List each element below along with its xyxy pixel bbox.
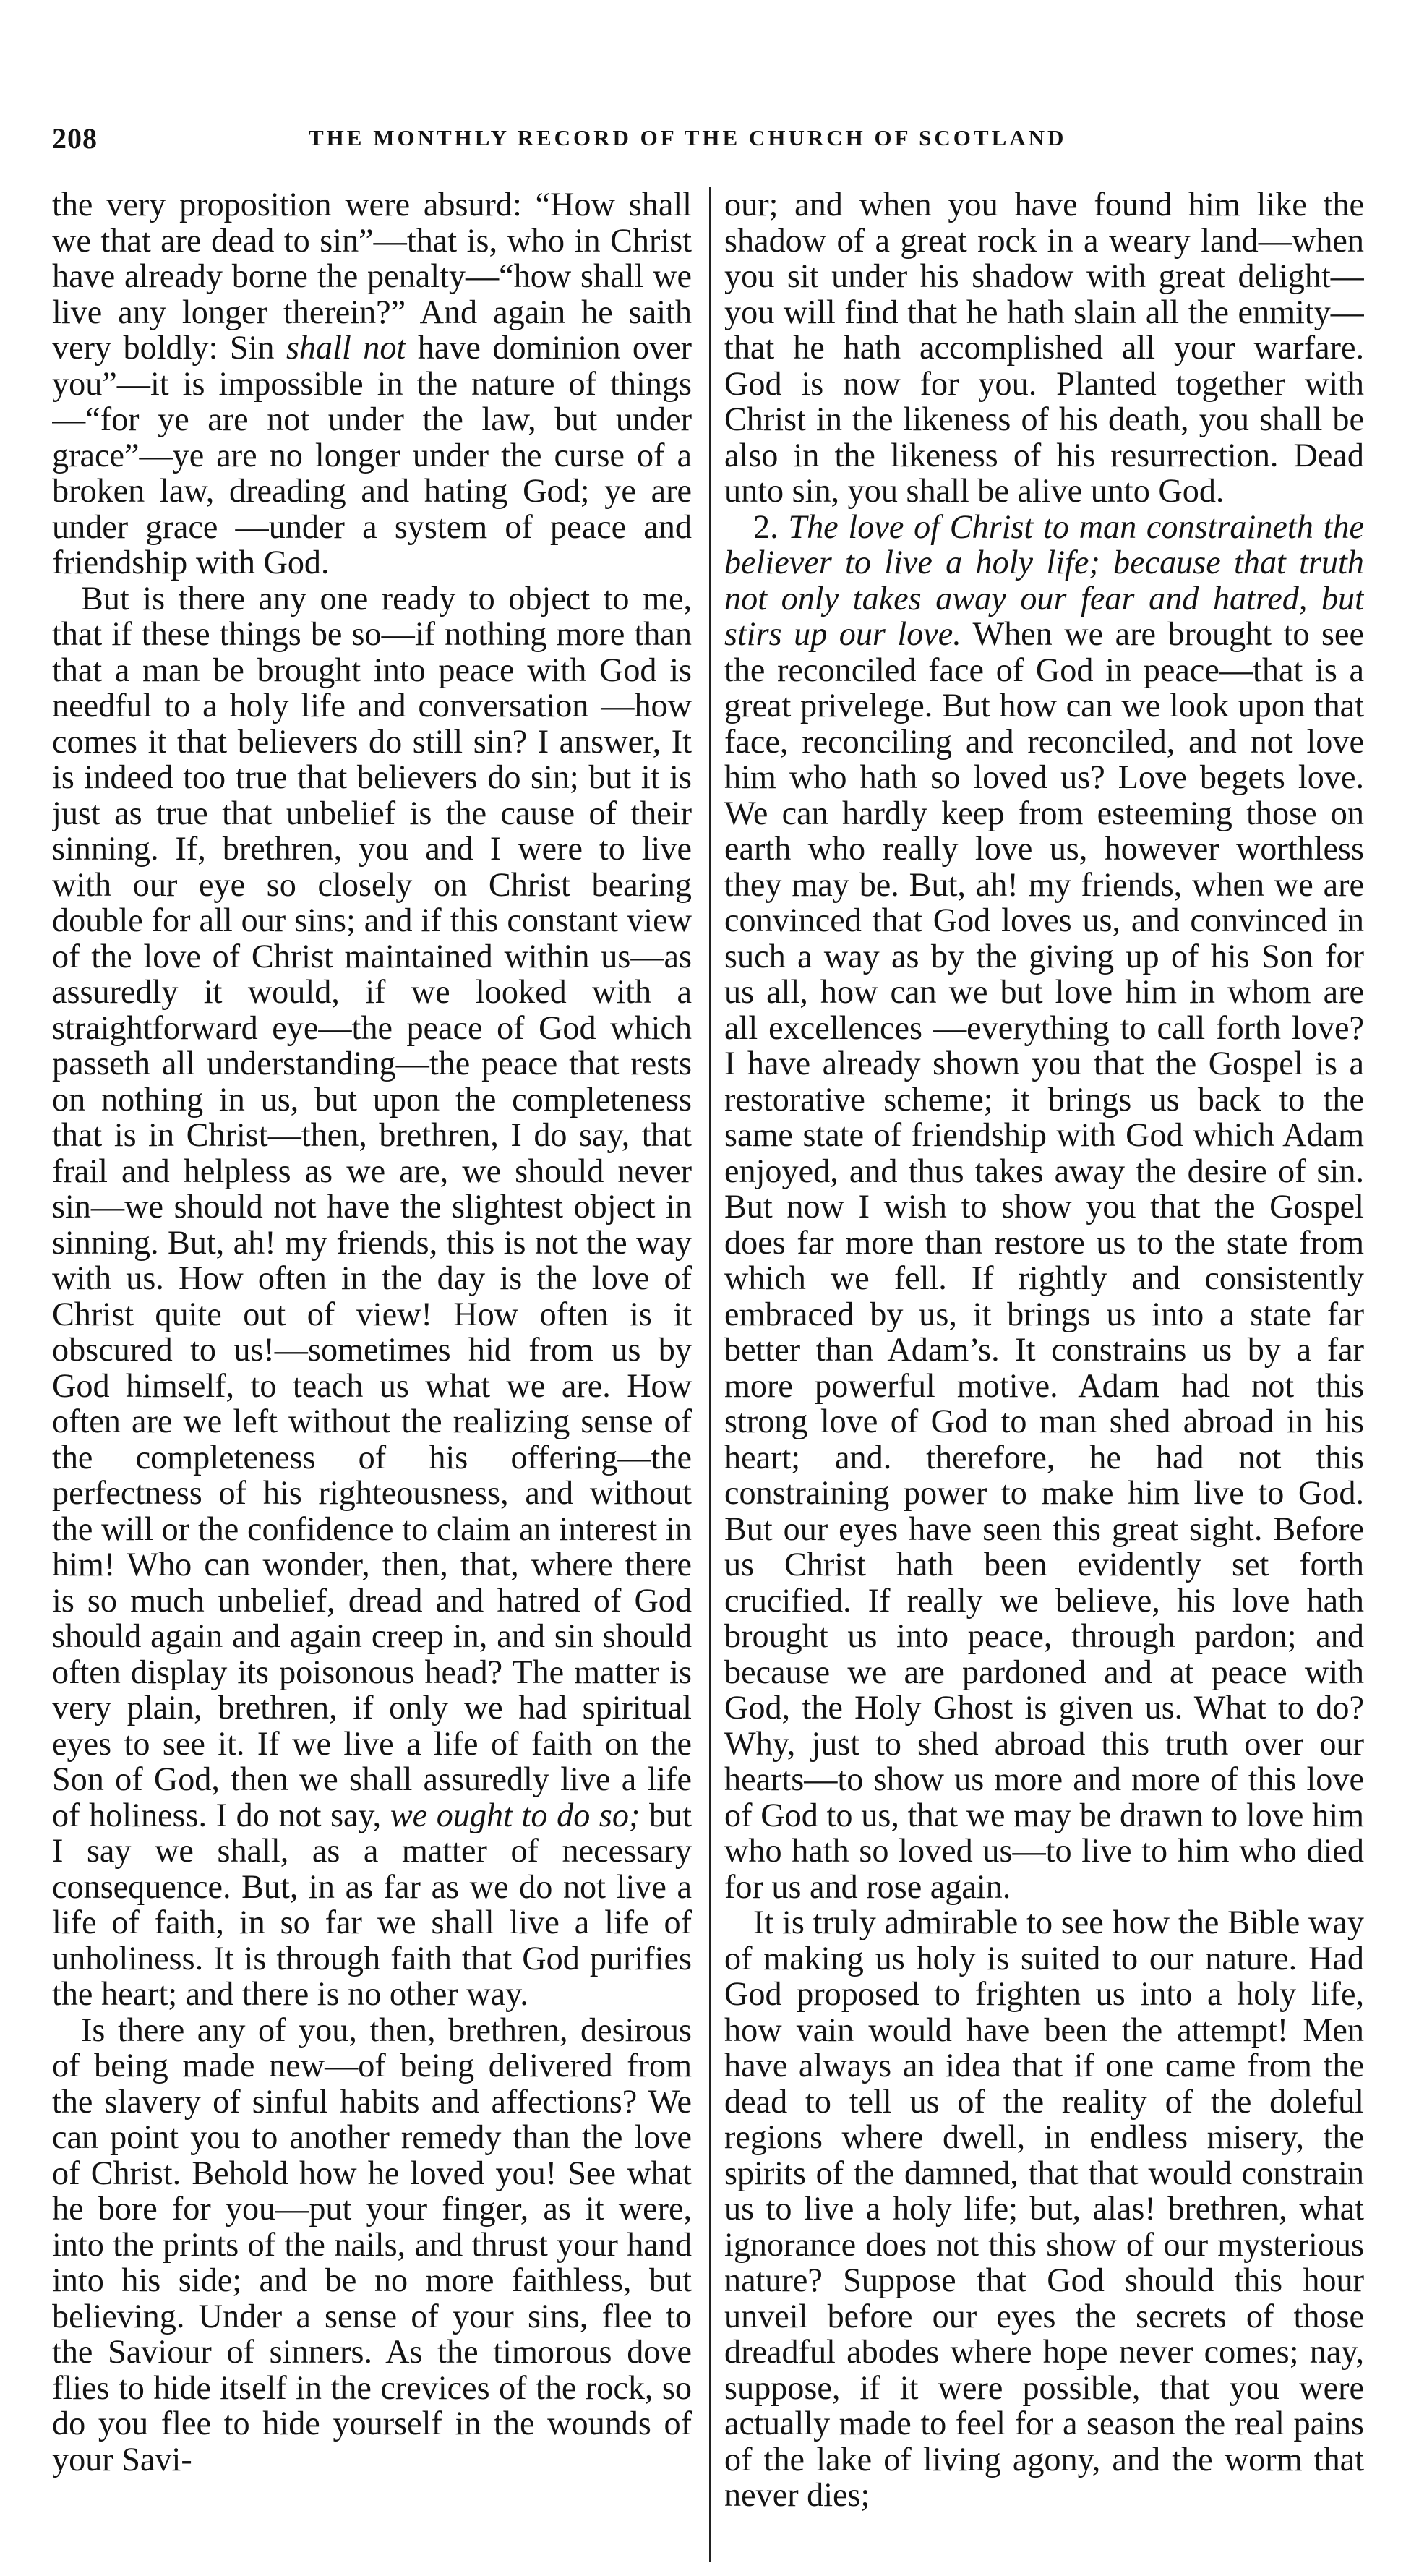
right-column: [724, 187, 1364, 2565]
paragraph: the very proposition were absurd: “How shall we that are dead to sin”—that is, who in Christ have already borne the penalty—“how shall we live any longer therein?” And again he saith very boldly: Sin shall not have dominion over you”—it is impossible in the nature of things—“for ye are not under the law, but under grace”—ye are no longer under the curse of a broken law, dreading and hating God; ye are under grace —under a system of peace and friendship with God.: [52, 187, 692, 581]
running-head: THE MONTHLY RECORD OF THE CHURCH OF SCOTLAND: [309, 125, 1067, 150]
paragraph: 2. The love of Christ to man constraineth the believer to live a holy life; because that truth not only takes away our fear and hatred, but stirs up our love. When we are brought to see the reconciled face of God in peace—that is a great privelege. But how can we look upon that face, reconciling and reconciled, and not love him who hath so loved us? Love begets love. We can hardly keep from esteeming those on earth who really love us, however worthless they may be. But, ah! my friends, when we are convinced that God loves us, and convinced in such a way as by the giving up of his Son for us all, how can we but love him in whom are all excellences —everything to call forth love? I have already shown you that the Gospel is a restorative scheme; it brings us back to the same state of friendship with God which Adam enjoyed, and thus takes away the desire of sin. But now I wish to show you that the Gospel does far more than restore us to the state from which we fell. If rightly and consistently embraced by us, it brings us into a state far better than Adam’s. It constrains us by a far more powerful motive. Adam had not this strong love of God to man shed abroad in his heart; and. therefore, he had not this constraining power to make him live to God. But our eyes have seen this great sight. Before us Christ hath been evidently set forth crucified. If really we believe, his love hath brought us into peace, through pardon; and because we are pardoned and at peace with God, the Holy Ghost is given us. What to do? Why, just to shed abroad this truth over our hearts—to show us more and more of this love of God to us, that we may be drawn to love him who hath so loved us—to live to him who died for us and rose again.: [724, 508, 1364, 1905]
page-header: [52, 121, 1411, 156]
paragraph: Is there any of you, then, brethren, desirous of being made new—of being delivered from the slavery of sinful habits and affections? We can point you to another remedy than the love of Christ. Behold how he loved you! See what he bore for you—put your finger, as it were, into the prints of the nails, and thrust your hand into his side; and be no more faithless, but believing. Under a sense of your sins, flee to the Saviour of sinners. As the timorous dove flies to hide itself in the crevices of the rock, so do you flee to hide yourself in the wounds of your Savi-: [52, 2011, 692, 2478]
left-column: [52, 187, 692, 2565]
paragraph: But is there any one ready to object to me, that if these things be so—if nothing more than that a man be brought into peace with God is needful to a holy life and conversation —how comes it that believers do still sin? I answer, It is indeed too true that believers do sin; but it is just as true that unbelief is the cause of their sinning. If, brethren, you and I were to live with our eye so closely on Christ bearing double for all our sins; and if this constant view of the love of Christ maintained within us—as assuredly it would, if we looked with a straightforward eye—the peace of God which passeth all understanding—the peace that rests on nothing in us, but upon the completeness that is in Christ—then, brethren, I do say, that frail and helpless as we are, we should never sin—we should not have the slightest object in sinning. But, ah! my friends, this is not the way with us. How often in the day is the love of Christ quite out of view! How often is it obscured to us!—sometimes hid from us by God himself, to teach us what we are. How often are we left without the realizing sense of the completeness of his offering—the perfectness of his righteousness, and without the will or the confidence to claim an interest in him! Who can wonder, then, that, where there is so much unbelief, dread and hatred of God should again and again creep in, and sin should often display its poisonous head? The matter is very plain, brethren, if only we had spiritual eyes to see it. If we live a life of faith on the Son of God, then we shall assuredly live a life of holiness. I do not say, we ought to do so; but I say we shall, as a matter of necessary consequence. But, in as far as we do not live a life of faith, in so far we shall live a life of unholiness. It is through faith that God purifies the heart; and there is no other way.: [52, 579, 692, 2012]
paragraph: It is truly admirable to see how the Bible way of making us holy is suited to our nature. Had God proposed to frighten us into a holy life, how vain would have been the attempt! Men have always an idea that if one came from the dead to tell us of the reality of the doleful regions where dwell, in endless misery, the spirits of the damned, that that would constrain us to live a holy life; but, alas! brethren, what ignorance does not this show of our mysterious nature? Suppose that God should this hour unveil before our eyes the secrets of those dreadful abodes where hope never comes; nay, suppose, if it were possible, that you were actually made to feel for a season the real pains of the lake of living agony, and the worm that never dies;: [724, 1904, 1364, 2513]
paragraph: our; and when you have found him like the shadow of a great rock in a weary land—when you sit under his shadow with great delight—you will find that he hath slain all the enmity—that he hath accomplished all your warfare. God is now for you. Planted together with Christ in the likeness of his death, you shall be also in the likeness of his resurrection. Dead unto sin, you shall be alive unto God.: [724, 187, 1364, 509]
page-number: 208: [52, 122, 98, 155]
column-divider: [709, 187, 711, 2562]
